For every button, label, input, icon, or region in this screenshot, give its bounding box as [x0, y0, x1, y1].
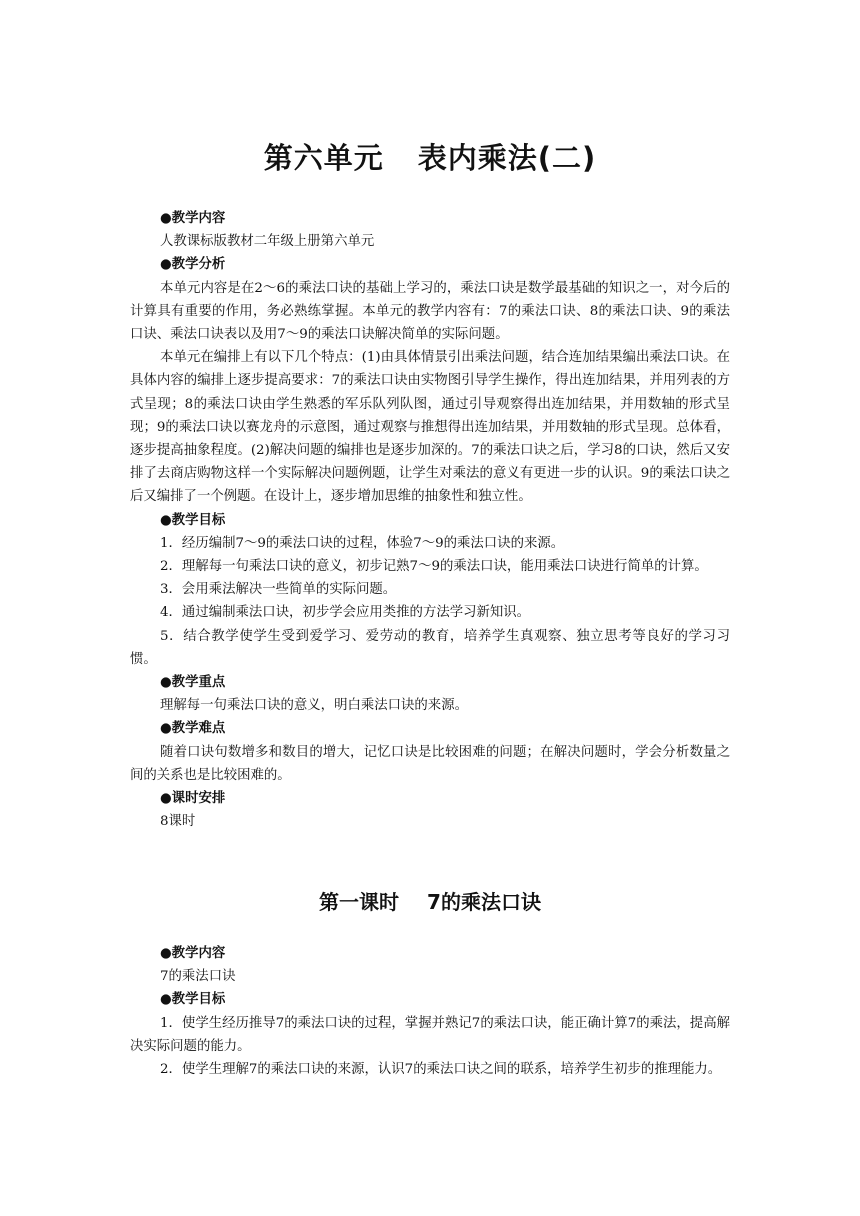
goal-item-1: 1．经历编制7～9的乘法口诀的过程，体验7～9的乘法口诀的来源。 [160, 535, 565, 551]
heading-teaching-analysis: ●教学分析 [160, 257, 226, 273]
lesson-goal-item-2: 2．使学生理解7的乘法口诀的来源，认识7的乘法口诀之间的联系，培养学生初步的推理能力。 [160, 1062, 722, 1078]
class-hours-text: 8课时 [160, 814, 196, 830]
goal-item-3: 3．会用乘法解决一些简单的实际问题。 [160, 582, 397, 598]
lesson-title [0, 886, 860, 915]
lesson-heading-teaching-goals: ●教学目标 [160, 992, 226, 1008]
key-points-text: 理解每一句乘法口诀的意义，明白乘法口诀的来源。 [160, 698, 468, 714]
analysis-paragraph-2: 本单元在编排上有以下几个特点：(1)由具体情景引出乘法问题，结合连加结果编出乘法口诀。在具体内容的编排上逐步提高要求：7的乘法口诀由实物图引导学生操作，得出连加结果，并用列表的方式呈现；8的乘法口诀由学生熟悉的军乐队列队图，通过引导观察得出连加结果，并用数轴的形式呈现；9的乘法口诀以赛龙舟的示意图，通过观察与推想得出连加结果，并用数轴的形式呈现。总体看，逐步提高抽象程度。(2)解决问题的编排也是逐步加深的。7的乘法口诀之后，学习8的口诀，然后又安排了去商店购物这样一个实际解决问题例题，让学生对乘法的意义有更进一步的认识。9的乘法口诀之后又编排了一个例题。在设计上，逐步增加思维的抽象性和独立性。 [130, 350, 730, 505]
goal-item-4: 4．通过编制乘法口诀，初步学会应用类推的方法学习新知识。 [160, 605, 531, 621]
lesson-title-topic: 7的乘法口诀 [427, 890, 541, 914]
unit-section [130, 207, 730, 833]
heading-teaching-goals: ●教学目标 [160, 512, 226, 528]
heading-key-points: ●教学重点 [160, 675, 226, 691]
unit-title-number: 第六单元 [263, 141, 384, 175]
goal-item-5: 5．结合教学使学生受到爱学习、爱劳动的教育，培养学生真观察、独立思考等良好的学习习惯。 [130, 628, 730, 667]
heading-difficult-points: ●教学难点 [160, 721, 226, 737]
analysis-paragraph-1: 本单元内容是在2～6的乘法口诀的基础上学习的，乘法口诀是数学最基础的知识之一，对今后的计算具有重要的作用，务必熟练掌握。本单元的教学内容有：7的乘法口诀、8的乘法口诀、9的乘法口诀、乘法口诀表以及用7～9的乘法口诀解决简单的实际问题。 [130, 280, 730, 343]
lesson-goal-item-1: 1．使学生经历推导7的乘法口诀的过程，掌握并熟记7的乘法口诀，能正确计算7的乘法，提高解决实际问题的能力。 [130, 1015, 730, 1054]
lesson-section [130, 942, 730, 1081]
heading-teaching-content: ●教学内容 [160, 211, 226, 226]
difficult-points-text: 随着口诀句数增多和数目的增大，记忆口诀是比较困难的问题；在解决问题时，学会分析数量之间的关系也是比较困难的。 [130, 744, 730, 783]
teaching-content-text: 人教课标版教材二年级上册第六单元 [160, 234, 375, 250]
unit-title-topic: 表内乘法(二) [417, 141, 597, 175]
lesson-teaching-content-text: 7的乘法口诀 [160, 969, 236, 985]
lesson-title-number: 第一课时 [319, 890, 400, 914]
unit-title [0, 136, 860, 177]
goal-item-2: 2．理解每一句乘法口诀的意义，初步记熟7～9的乘法口诀，能用乘法口诀进行简单的计算。 [160, 559, 708, 575]
heading-class-hours: ●课时安排 [160, 791, 226, 807]
lesson-heading-teaching-content: ●教学内容 [160, 946, 226, 961]
